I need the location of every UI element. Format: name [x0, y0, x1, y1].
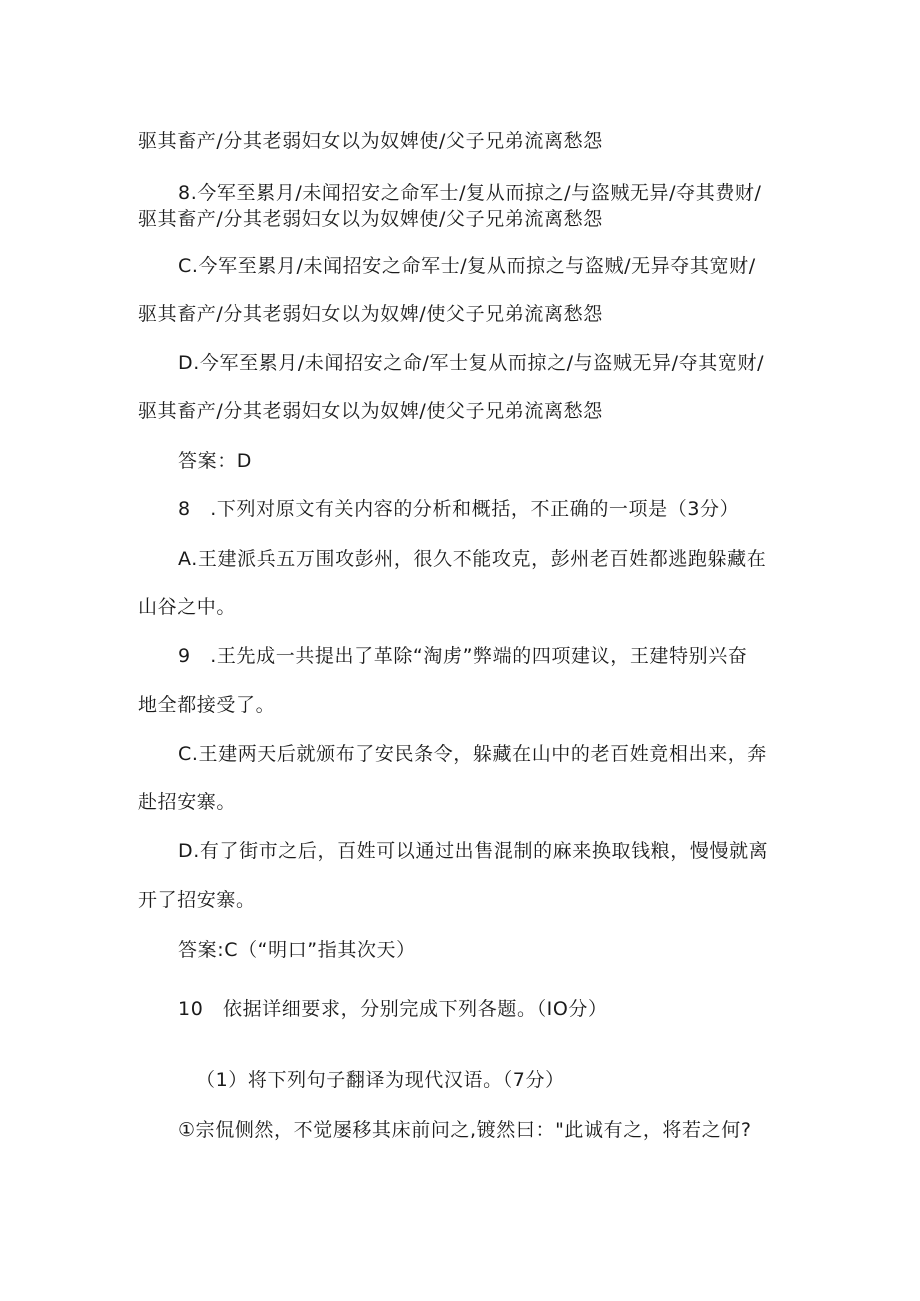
answer-line: 答案：D [178, 450, 253, 472]
question-8-line: 8 .下列对原文有关内容的分析和概括，不正确的一项是（3分） [178, 498, 740, 520]
text-line: 开了招安寨。 [138, 889, 256, 911]
sentence-line: ①宗侃侧然，不觉屡移其床前问之,镀然曰："此诚有之，将若之何? [178, 1119, 752, 1141]
option-a-line: A.王建派兵五万围攻彭州，很久不能攻克，彭州老百姓都逃跑躲藏在 [178, 548, 767, 570]
option-9-line: 9 .王先成一共提出了革除“淘虏”弊端的四项建议，王建特别兴奋 [178, 645, 748, 667]
option-b-line: 8.今军至累月/未闻招安之命军士/复从而掠之/与盗贼无异/夺其费财/ [178, 182, 762, 204]
question-10-line: 10 依据详细要求，分别完成下列各题。（IO分） [178, 998, 608, 1020]
text-line: 赴招安寨。 [138, 791, 237, 813]
text-line: 驱其畜产/分其老弱妇女以为奴婢使/父子兄弟流离愁怨 [138, 208, 603, 230]
text-line: 驱其畜产/分其老弱妇女以为奴婢/使父子兄弟流离愁怨 [138, 303, 603, 325]
option-c-line: C.王建两天后就颁布了安民条令，躲藏在山中的老百姓竟相出来，奔 [178, 743, 767, 765]
text-line: 驱其畜产/分其老弱妇女以为奴婢/使父子兄弟流离愁怨 [138, 400, 603, 422]
text-line: 驱其畜产/分其老弱妇女以为奴婢使/父子兄弟流离愁怨 [138, 130, 603, 152]
text-line: 地全都接受了。 [138, 694, 276, 716]
option-d-line: D.今军至累月/未闻招安之命/军士复从而掠之/与盗贼无异/夺其宽财/ [178, 352, 765, 374]
option-c-line: C.今军至累月/未闻招安之命军士/复从而掠之与盗贼/无异夺其宽财/ [178, 255, 756, 277]
subquestion-line: （1）将下列句子翻译为现代汉语。（7分） [196, 1069, 565, 1091]
option-d-line: D.有了街市之后，百姓可以通过出售混制的麻来换取钱粮，慢慢就离 [178, 840, 769, 862]
text-line: 山谷之中。 [138, 596, 237, 618]
answer-line: 答案:C（“明口”指其次天） [178, 939, 416, 961]
